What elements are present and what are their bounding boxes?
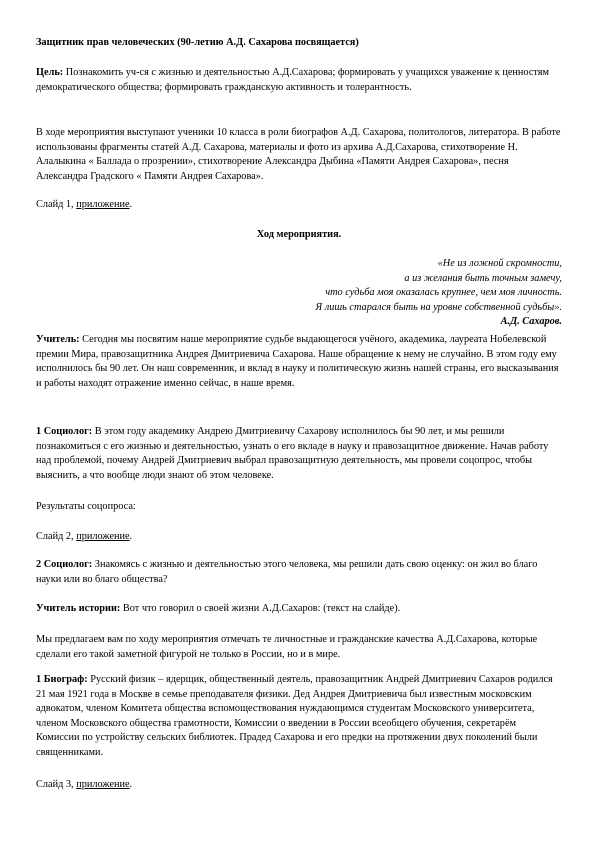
history-teacher-label: Учитель истории: <box>36 603 121 614</box>
slide-1-suffix: . <box>129 199 133 210</box>
slide-3-line <box>36 778 562 793</box>
proposal-paragraph: Мы предлагаем вам по ходу мероприятия отмечать те личностные и гражданские качества А.Д.Сахарова, которые сделали его такой заметной фигурой не только в России, но и в мире. <box>36 634 538 660</box>
sociologist-2-text: Знакомясь с жизнью и деятельностью этого человека, мы решили дать свою оценку: он жил во благо науки или во благо общества? <box>36 559 538 585</box>
survey-results: Результаты соцопроса: <box>36 501 136 512</box>
slide-3-link[interactable]: приложение <box>76 779 130 790</box>
sociologist-1-paragraph <box>36 425 562 483</box>
sociologist-2-label: 2 Социолог: <box>36 559 93 570</box>
slide-3-prefix: Слайд 3, <box>36 779 77 790</box>
teacher-text: Сегодня мы посвятим наше мероприятие судьбе выдающегося учёного, академика, лауреата Нобелевской премии Мира, правозащитника Андрея Дмитриевича Сахарова. Наше обращение к нему не случайно. В этом году ему исполнилось бы 90 лет. Он наш современник, и вклад в науку и политическую жизнь нашей страны, его высказывания и работы находят отражение именно сейчас, в наше время. <box>36 334 559 389</box>
goal-label: Цель: <box>36 67 64 78</box>
goal-text: Познакомить уч-ся с жизнью и деятельностью А.Д.Сахарова; формировать у учащихся уважение к ценностям демократического общества; формировать гражданскую активность и толерантность. <box>36 67 550 93</box>
teacher-label: Учитель: <box>36 334 80 345</box>
goal-paragraph <box>36 66 562 95</box>
course-heading: Ход мероприятия. <box>256 229 342 240</box>
intro-paragraph: В ходе мероприятия выступают ученики 10 класса в роли биографов А.Д. Сахарова, политологов, литератора. В работе использованы фрагменты статей А.Д. Сахарова, материалы и фото из архива А.Д.Сахарова, стихотворение Н. Алалыкина « Баллада о прозрении», стихотворение Александра Дыбина «Памяти Андрея Сахарова», песня Александра Градского « Памяти Андрея Сахарова». <box>36 127 561 182</box>
document-title: Защитник прав человеческих (90-летию А.Д. Сахарова посвящается) <box>36 37 359 48</box>
slide-3-suffix: . <box>129 779 133 790</box>
slide-1-prefix: Слайд 1, <box>36 199 77 210</box>
slide-2-line <box>36 530 562 545</box>
sociologist-1-label: 1 Социолог: <box>36 426 93 437</box>
epigraph <box>200 257 562 330</box>
epigraph-line: что судьба моя оказалась крупнее, чем моя личность. <box>325 287 562 299</box>
slide-2-suffix: . <box>129 531 133 542</box>
slide-2-link[interactable]: приложение <box>76 531 130 542</box>
teacher-paragraph <box>36 333 562 391</box>
biographer-1-text: Русский физик – ядерщик, общественный деятель, правозащитник Андрей Дмитриевич Сахаров родился 21 мая 1921 года в Москве в семье преподавателя физики. Дед Андрея Дмитриевича был известным московским адвокатом, членом Комитета общества вспомоществования нуждающимся студентам Московского университета, членом Московского общества грамотности, Комиссии о введении в России всеобщего обучения, секретарём Комиссии по устройству сельских библиотек. Прадед Сахарова и его предки на протяжении двух поколений были священниками. <box>36 674 553 758</box>
biographer-1-label: 1 Биограф: <box>36 674 88 685</box>
epigraph-line: «Не из ложной скромности, <box>437 258 562 269</box>
epigraph-line: а из желания быть точным замечу, <box>404 272 562 284</box>
biographer-1-paragraph <box>36 673 562 761</box>
history-teacher-paragraph <box>36 602 562 617</box>
epigraph-line: Я лишь старался быть на уровне собственной судьбы». <box>315 301 562 313</box>
epigraph-author: А.Д. Сахаров. <box>500 316 562 328</box>
slide-1-link[interactable]: приложение <box>76 199 130 210</box>
history-teacher-text: Вот что говорил о своей жизни А.Д.Сахаров: (текст на слайде). <box>120 603 401 614</box>
slide-2-prefix: Слайд 2, <box>36 531 77 542</box>
slide-1-line <box>36 198 562 213</box>
sociologist-2-paragraph <box>36 558 562 587</box>
sociologist-1-text: В этом году академику Андрею Дмитриевичу Сахарову исполнилось бы 90 лет, и мы решили познакомиться с его жизнью и деятельностью, узнать о его вкладе в науку и правозащитное движение. Начав работу над проблемой, почему Андрей Дмитриевич выбрал правозащитную деятельность, мы провели соцопрос, чтобы выяснить, а что вообще люди знают об этом человеке. <box>36 426 549 481</box>
